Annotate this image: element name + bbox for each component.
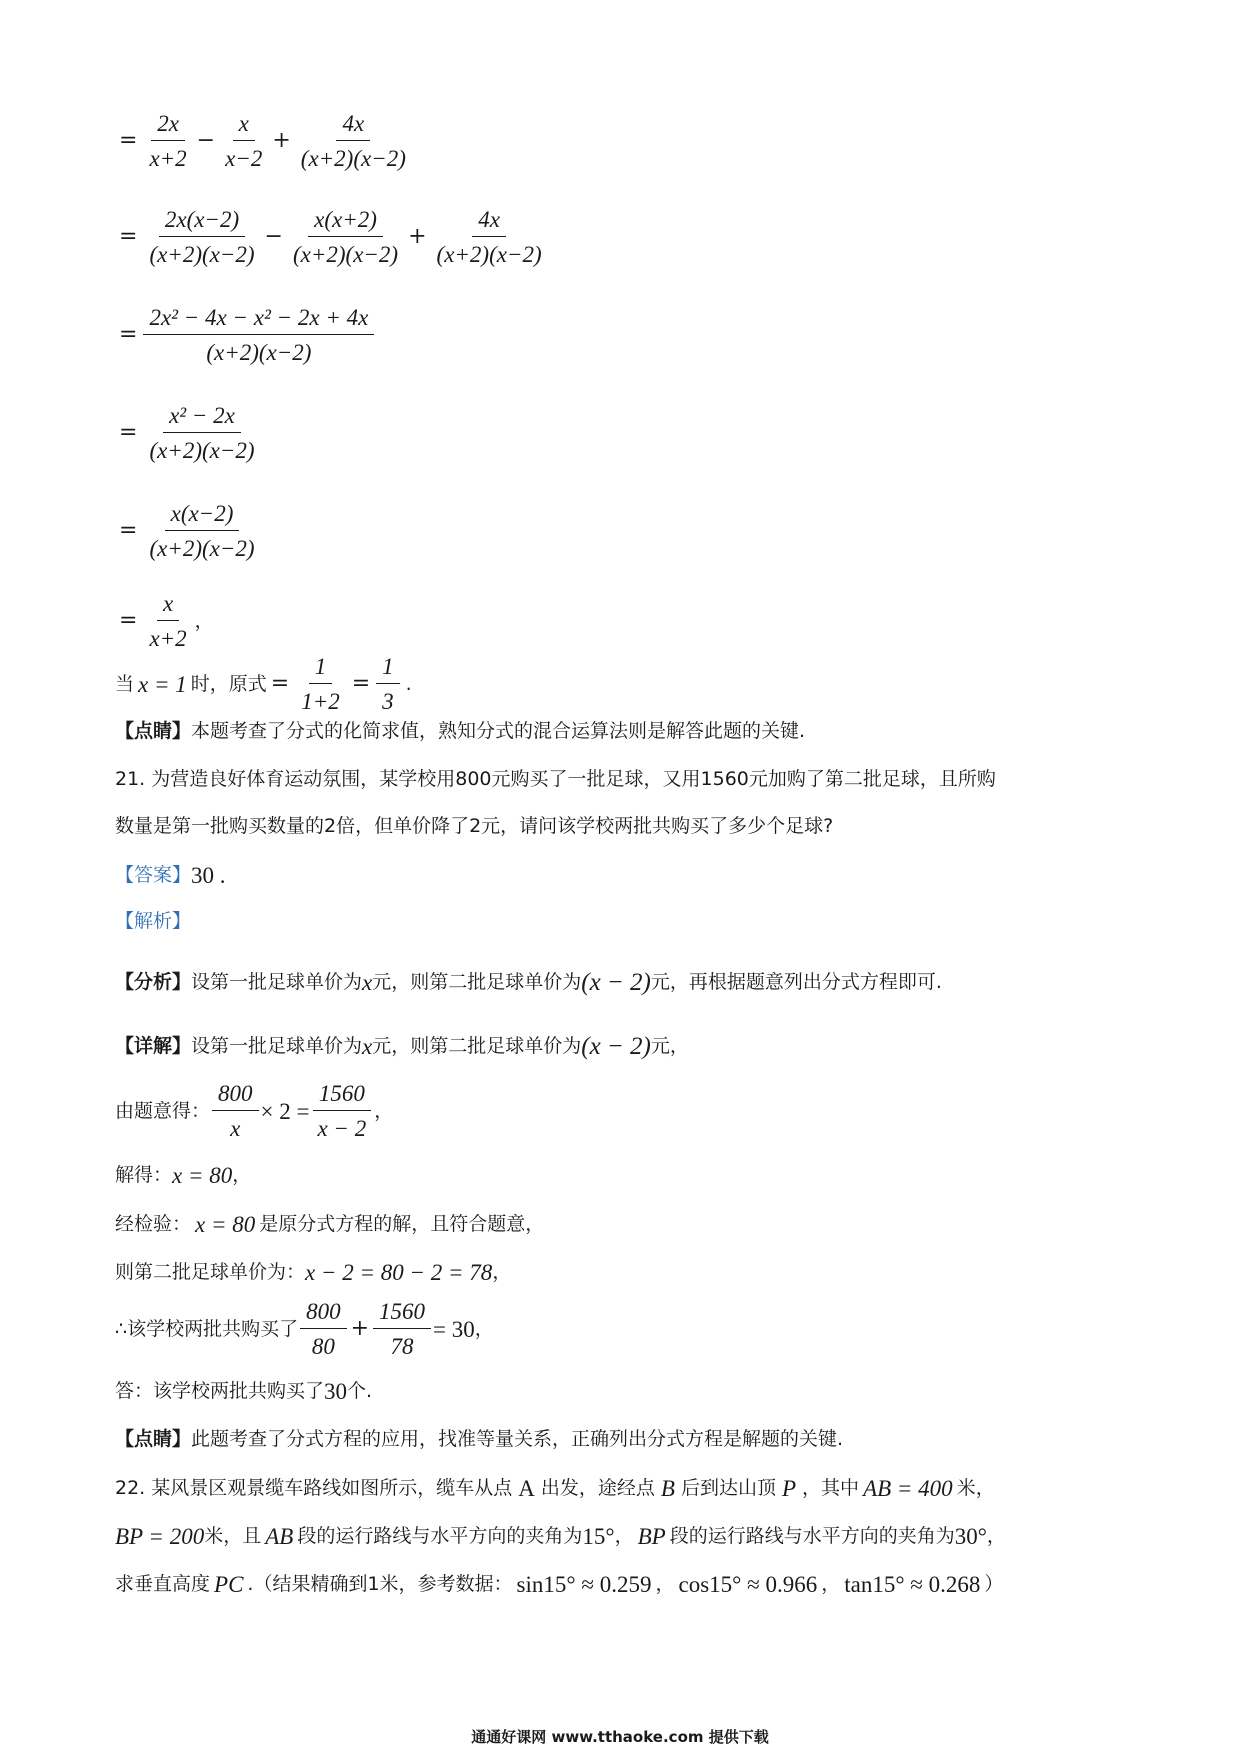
q21-solve: 解得： x = 80 ， bbox=[115, 1163, 252, 1188]
fraction: $\frac{1560}{78}$ bbox=[373, 1300, 431, 1358]
q21-line-2: 数量是第一批购买数量的2倍，但单价降了2元，请问该学校两批共购买了多少个足球? bbox=[115, 815, 834, 837]
fraction: $\frac{800}{80}$ bbox=[300, 1300, 347, 1358]
q21-analysis-tag: 【解析】 bbox=[115, 910, 192, 932]
q21-line-1: 21. 为营造良好体育运动氛围，某学校用800元购买了一批足球，又用1560元加购了第二批足球，且所购 bbox=[115, 768, 996, 790]
q22-line-3: 求垂直高度 PC .（结果精确到1米，参考数据： sin15° ≈ 0.259 ， cos15° ≈ 0.966 ， tan15° ≈ 0.268 ） bbox=[115, 1572, 1004, 1597]
fraction: $\frac{x(x-2)}{(x+2)(x-2)}$ bbox=[149, 501, 255, 561]
fraction: $\frac{1}{3}$ bbox=[376, 655, 400, 713]
substitution-line: 当 x = 1 时，原式 = $\frac{1}{1+2}$ = $\frac{1}{3}$ . bbox=[115, 654, 412, 714]
q21-final: 答：该学校两批共购买了 30 个. bbox=[115, 1379, 373, 1404]
step-3: = $\frac{\text{2x² − 4x − x² − 2x + 4x}}{(x+2)(x-2)}$ bbox=[115, 306, 376, 364]
q21-total: ∴该学校两批共购买了 $\frac{800}{80}$ + $\frac{1560}{78}$ = 30 ， bbox=[115, 1299, 494, 1359]
q21-note: 【点睛】 此题考查了分式方程的应用，找准等量关系，正确列出分式方程是解题的关键. bbox=[115, 1428, 844, 1450]
q21-answer: 【答案】 30 . bbox=[115, 863, 226, 888]
fraction: $\frac{800}{x}$ bbox=[212, 1082, 259, 1140]
q22-line-1: 22. 某风景区观景缆车路线如图所示，缆车从点 A 出发，途经点 B 后到达山顶 P ，其中 AB = 400 米， bbox=[115, 1476, 995, 1501]
q22-line-2: BP = 200 米，且 AB 段的运行路线与水平方向的夹角为 15° ， BP 段的运行路线与水平方向的夹角为 30° ， bbox=[115, 1524, 1006, 1549]
footer-watermark: 通通好课网 www.tthaoke.com 提供下载 bbox=[471, 1728, 769, 1746]
q21-fenxi: 【分析】 设第一批足球单价为 x 元，则第二批足球单价为 (x − 2) 元，再根据题意列出分式方程即可. bbox=[115, 969, 942, 996]
step-2: = $\frac{2x(x-2)}{(x+2)(x-2)}$ − $\frac{x(x+2)}{(x+2)(x-2)}$ + $\frac{4x}{(x+2)(x-2)}$ bbox=[115, 208, 550, 266]
fraction: $\frac{x}{x-2}$ bbox=[225, 111, 263, 171]
note-20: 【点睛】 本题考查了分式的化简求值，熟知分式的混合运算法则是解答此题的关键. bbox=[115, 720, 806, 742]
fraction: $\frac{4x}{(x+2)(x-2)}$ bbox=[436, 207, 542, 267]
fraction: $\frac{1560}{x - 2}$ bbox=[311, 1082, 372, 1140]
step-6: = $\frac{x}{x+2}$ ， bbox=[119, 591, 214, 651]
fraction: $\frac{x}{x+2}$ bbox=[149, 591, 187, 651]
fraction: $\frac{2x}{x+2}$ bbox=[149, 111, 187, 171]
q21-xiangjie: 【详解】 设第一批足球单价为 x 元，则第二批足球单价为 (x − 2) 元， bbox=[115, 1033, 689, 1060]
q21-price: 则第二批足球单价为： x − 2 = 80 − 2 = 78 ， bbox=[115, 1260, 512, 1285]
fraction: $\frac{\text{x² − 2x}}{(x+2)(x-2)}$ bbox=[149, 403, 255, 463]
fraction: $\frac{\text{2x² − 4x − x² − 2x + 4x}}{(x+2)(x-2)}$ bbox=[143, 306, 374, 364]
fraction: $\frac{4x}{(x+2)(x-2)}$ bbox=[300, 111, 406, 171]
step-5: = $\frac{x(x-2)}{(x+2)(x-2)}$ bbox=[115, 502, 263, 560]
step-1: = $\frac{2x}{x+2}$ − $\frac{x}{x-2}$ + $\frac{4x}{(x+2)(x-2)}$ bbox=[115, 112, 414, 170]
q21-check: 经检验： x = 80 是原分式方程的解，且符合题意， bbox=[115, 1212, 545, 1237]
q21-equation: 由题意得： $\frac{800}{x}$ × 2 = $\frac{1560}{x - 2}$ ， bbox=[115, 1081, 394, 1141]
step-4: = $\frac{\text{x² − 2x}}{(x+2)(x-2)}$ bbox=[115, 404, 263, 462]
fraction: $\frac{x(x+2)}{(x+2)(x-2)}$ bbox=[292, 207, 399, 267]
fraction: $\frac{2x(x-2)}{(x+2)(x-2)}$ bbox=[149, 207, 255, 267]
fraction: $\frac{1}{1+2}$ bbox=[301, 654, 340, 714]
